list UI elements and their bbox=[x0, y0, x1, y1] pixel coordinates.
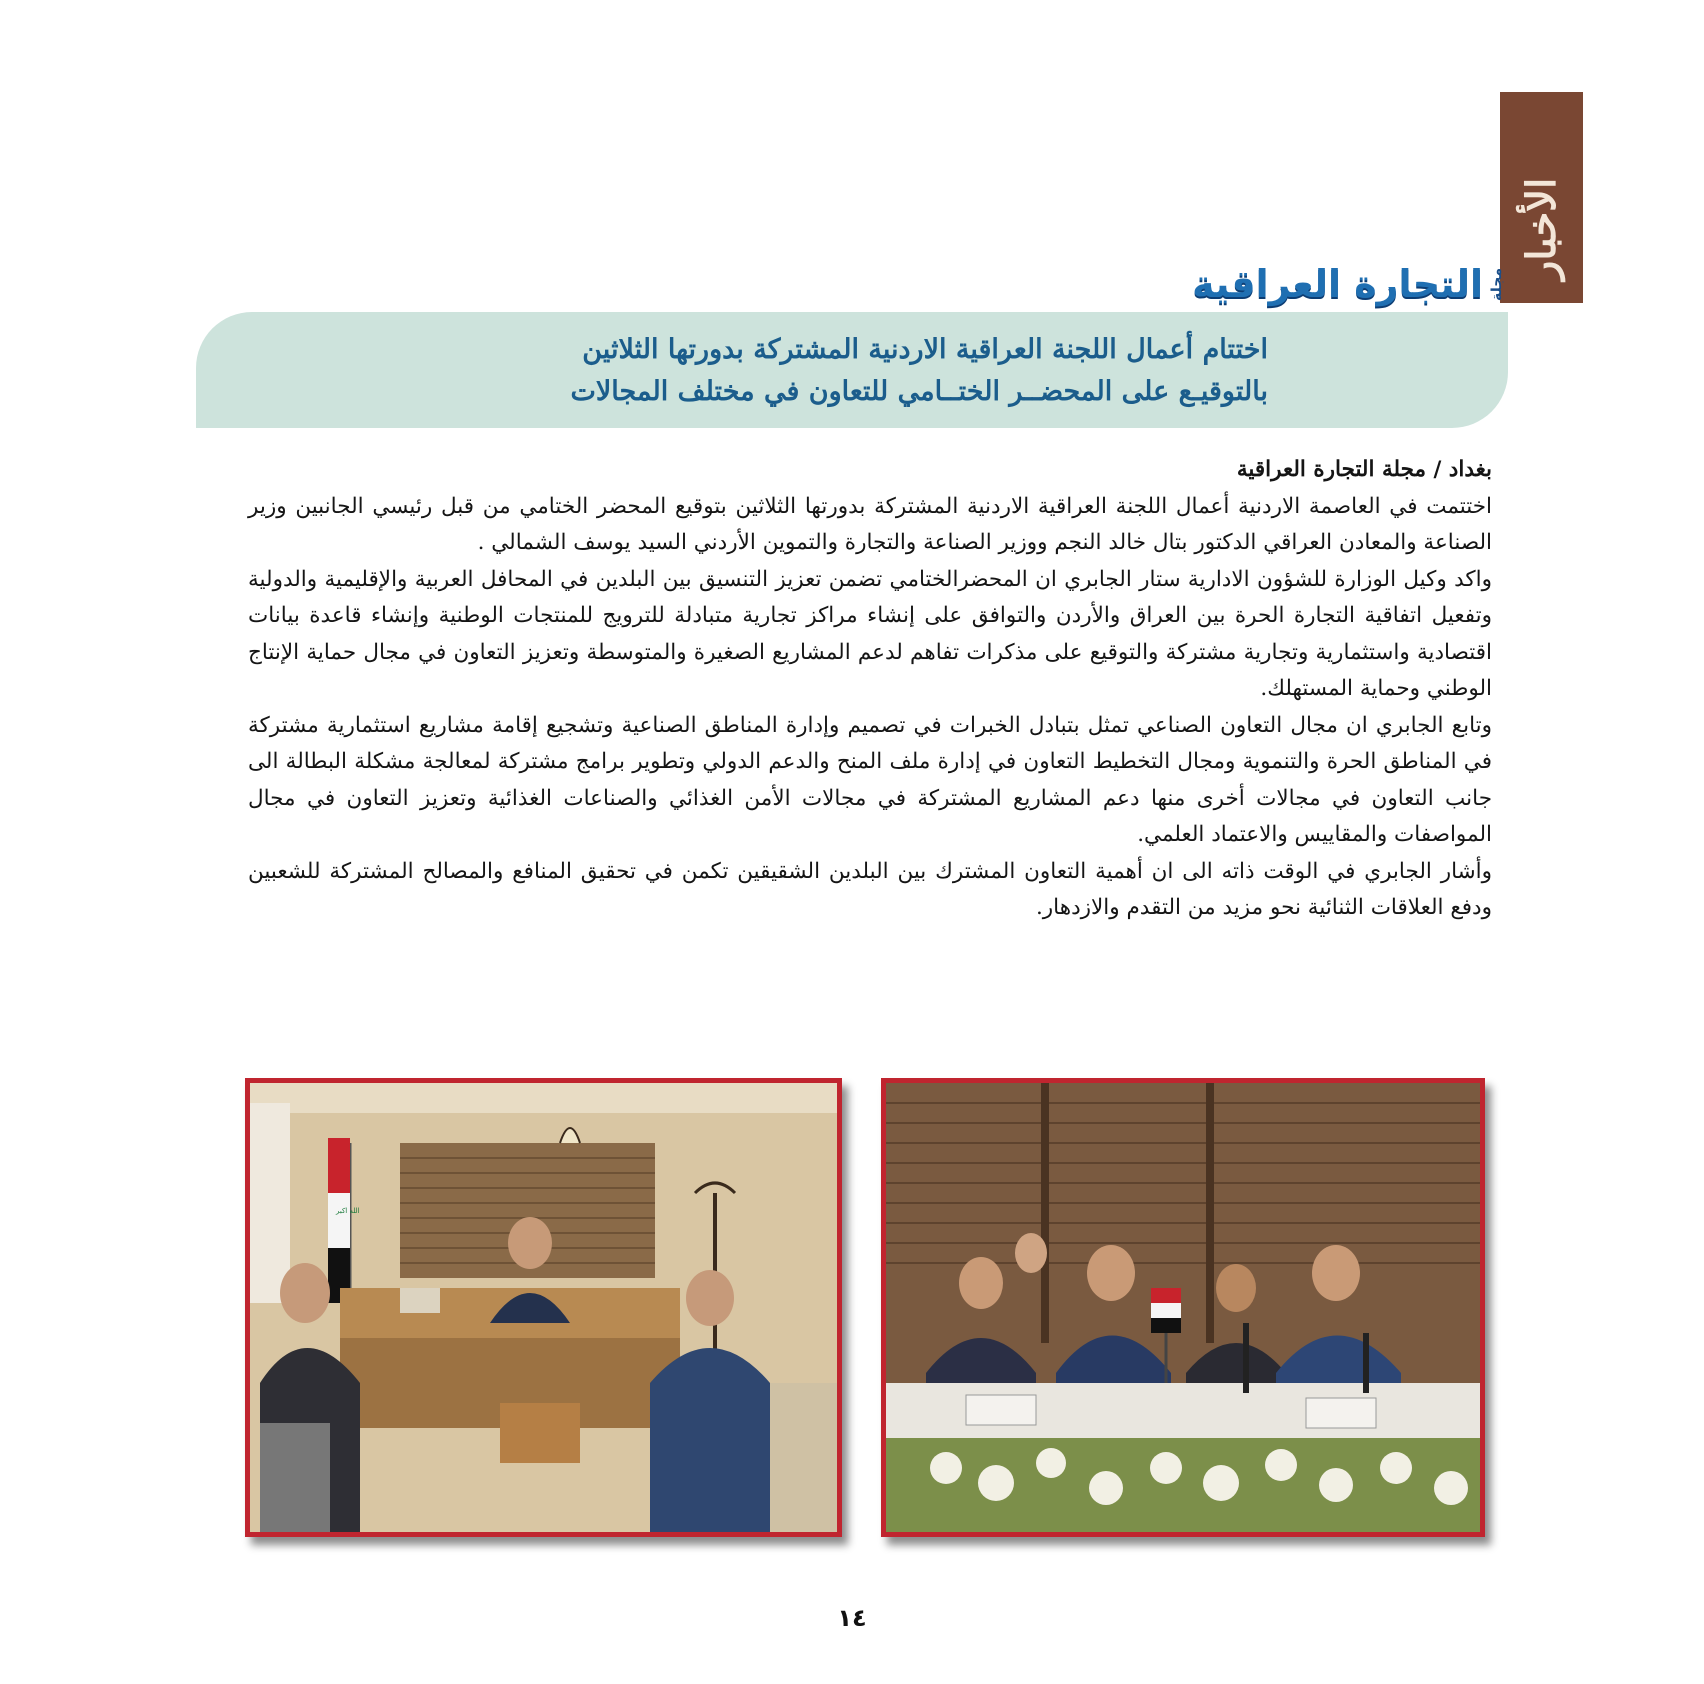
section-tab bbox=[1500, 92, 1583, 303]
section-label: الأخبار bbox=[1518, 177, 1565, 281]
masthead-prefix: مجلة bbox=[1489, 267, 1505, 301]
masthead-title: التجارة العراقية bbox=[1192, 262, 1483, 306]
photo-office-meeting bbox=[245, 1078, 842, 1537]
headline-line-1: اختتام أعمال اللجنة العراقية الاردنية المشتركة بدورتها الثلاثين bbox=[582, 334, 1268, 365]
photo-committee-session bbox=[881, 1078, 1485, 1537]
article-byline: بغداد / مجلة التجارة العراقية bbox=[1236, 457, 1492, 482]
office-meeting-illustration bbox=[250, 1083, 837, 1532]
headline-box bbox=[196, 312, 1508, 428]
article-paragraph: واكد وكيل الوزارة للشؤون الادارية ستار الجابري ان المحضرالختامي تضمن تعزيز التنسيق بين البلدين في المحافل العربية والإقليمية والدولية وتفعيل اتفاقية التجارة الحرة بين العراق والأردن والتوافق على إنشاء مراكز تجارية متبادلة للترويج للمنتجات الوطنية وإنشاء قاعدة بيانات اقتصادية واستثمارية وتجارية مشتركة والتوقيع على مذكرات تفاهم لدعم المشاريع الصغيرة والمتوسطة وتعزيز التعاون في مجال حماية الإنتاج الوطني وحماية المستهلك. bbox=[248, 566, 1492, 701]
headline-line-2: بالتوقيـع على المحضــر الختــامي للتعاون في مختلف المجالات bbox=[570, 376, 1268, 407]
article-paragraph: اختتمت في العاصمة الاردنية أعمال اللجنة العراقية الاردنية المشتركة بدورتها الثلاثين بتوقيع المحضر الختامي من قبل رئيسي الجانبين وزير الصناعة والمعادن العراقي الدكتور بتال خالد النجم ووزير الصناعة والتجارة والتموين الأردني السيد يوسف الشمالي . bbox=[248, 493, 1492, 555]
page-number: ١٤ bbox=[837, 1604, 867, 1632]
committee-session-illustration bbox=[886, 1083, 1480, 1532]
article-body bbox=[248, 452, 1492, 1057]
flag-text: الله اكبر bbox=[336, 1207, 360, 1215]
article-paragraph: وأشار الجابري في الوقت ذاته الى ان أهمية التعاون المشترك بين البلدين الشقيقين تكمن في تحقيق المنافع والمصالح المشتركة للشعبين ودفع العلاقات الثنائية نحو مزيد من التقدم والازدهار. bbox=[248, 858, 1492, 920]
article-paragraph: وتابع الجابري ان مجال التعاون الصناعي تمثل بتبادل الخبرات في تصميم وإدارة المناطق الصناعية وتشجيع إقامة مشاريع استثمارية مشتركة في المناطق الحرة والتنموية ومجال التخطيط التعاون في إدارة ملف المنح والدعم الدولي وتطوير برامج مشتركة لمعالجة مشكلة البطالة الى جانب التعاون في مجالات أخرى منها دعم المشاريع المشتركة في مجالات الأمن الغذائي والصناعات الغذائية وتعزيز التعاون في مجال المواصفات والمقاييس والاعتماد العلمي. bbox=[248, 712, 1492, 847]
magazine-masthead bbox=[1165, 256, 1505, 312]
